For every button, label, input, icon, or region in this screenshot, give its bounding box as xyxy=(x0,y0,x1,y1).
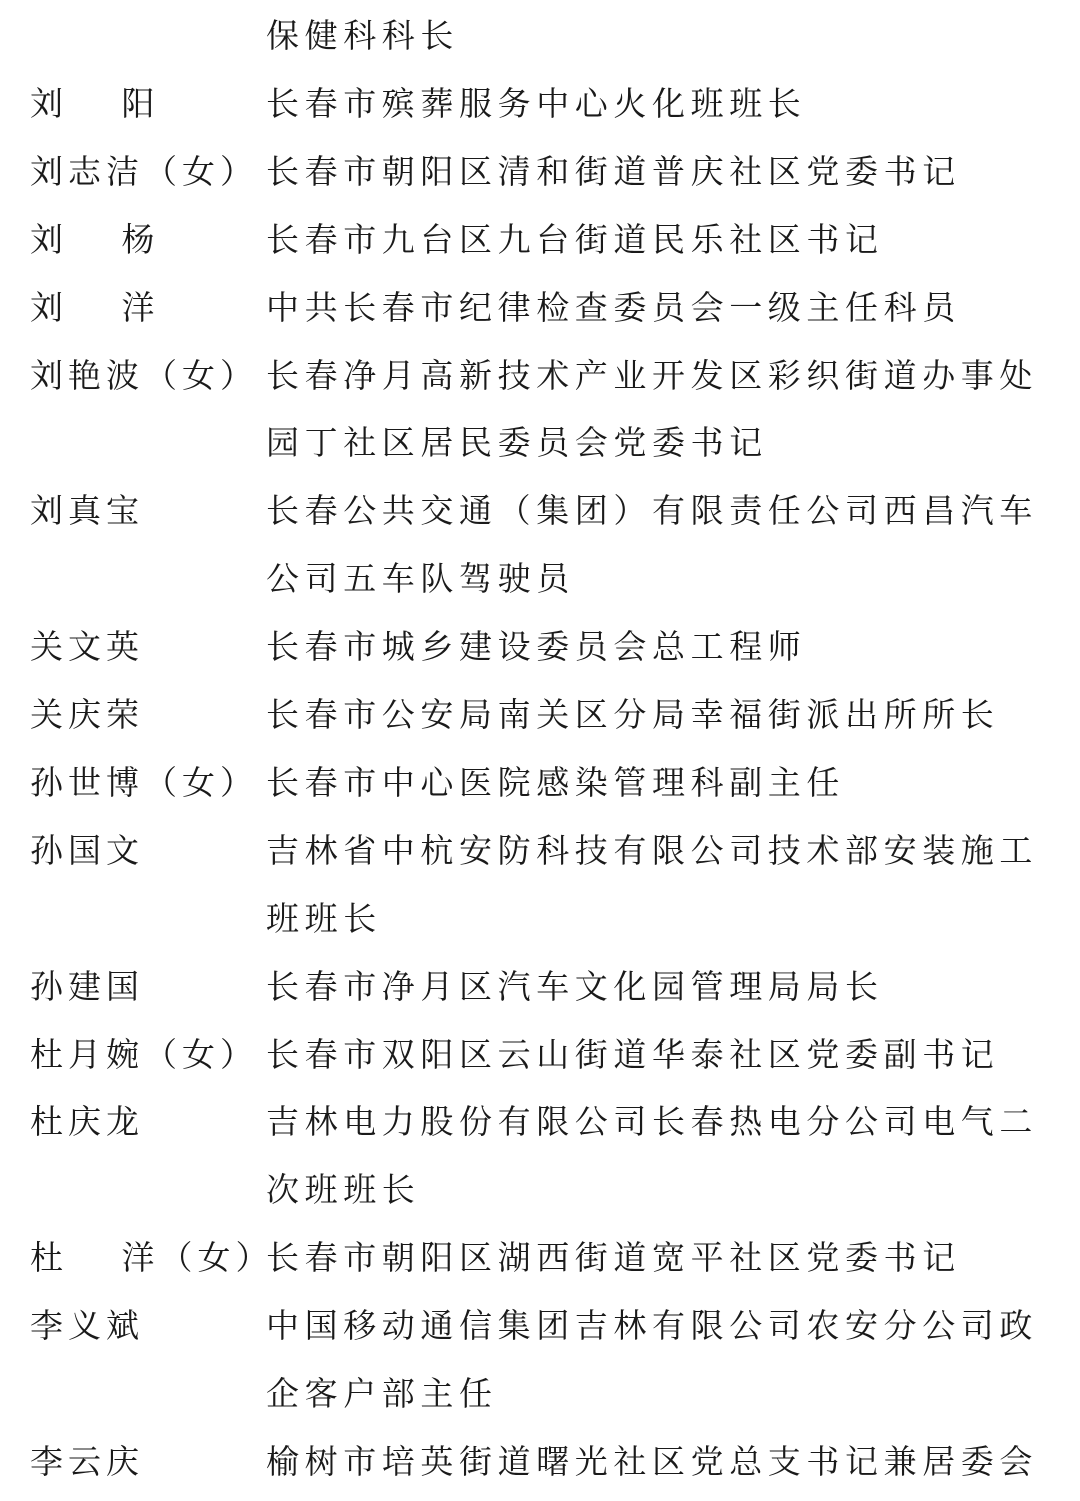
document-line xyxy=(0,206,1080,274)
document-line xyxy=(0,817,1080,885)
document-line xyxy=(0,885,1080,953)
position-title: 长春公共交通（集团）有限责任公司西昌汽车 xyxy=(266,491,1038,530)
person-name: 杜庆龙 xyxy=(30,1102,144,1141)
document-line xyxy=(0,477,1080,545)
document-line xyxy=(0,1156,1080,1224)
document-line xyxy=(0,1224,1080,1292)
position-title: 保健科科长 xyxy=(266,16,459,55)
position-title: 次班班长 xyxy=(266,1170,421,1209)
document-line xyxy=(0,545,1080,613)
document-line xyxy=(0,1428,1080,1496)
person-name: 刘 洋 xyxy=(30,288,160,327)
document-line xyxy=(0,138,1080,206)
position-title: 班班长 xyxy=(266,899,382,938)
person-name: 关庆荣 xyxy=(30,695,144,734)
document-line xyxy=(0,953,1080,1021)
position-title: 长春市中心医院感染管理科副主任 xyxy=(266,763,845,802)
person-name: 关文英 xyxy=(30,627,144,666)
position-title: 长春市双阳区云山街道华泰社区党委副书记 xyxy=(266,1035,1000,1074)
person-name: 李义斌 xyxy=(30,1306,144,1345)
person-name: 刘志洁（女） xyxy=(30,152,258,191)
position-title: 园丁社区居民委员会党委书记 xyxy=(266,423,768,462)
person-name: 杜月婉（女） xyxy=(30,1035,258,1074)
person-name: 李云庆 xyxy=(30,1442,144,1481)
document-line xyxy=(0,70,1080,138)
person-name: 孙世博（女） xyxy=(30,763,258,802)
document-line xyxy=(0,1292,1080,1360)
document-line xyxy=(0,681,1080,749)
document-line xyxy=(0,1021,1080,1089)
position-title: 长春市殡葬服务中心火化班班长 xyxy=(266,84,807,123)
position-title: 长春市朝阳区湖西街道宽平社区党委书记 xyxy=(266,1238,961,1277)
position-title: 长春市公安局南关区分局幸福街派出所所长 xyxy=(266,695,1000,734)
position-title: 榆树市培英街道曙光社区党总支书记兼居委会 xyxy=(266,1442,1038,1481)
document-line xyxy=(0,409,1080,477)
position-title: 中国移动通信集团吉林有限公司农安分公司政 xyxy=(266,1306,1038,1345)
person-name: 刘 阳 xyxy=(30,84,160,123)
document-line xyxy=(0,749,1080,817)
person-name: 刘真宝 xyxy=(30,491,144,530)
position-title: 长春市净月区汽车文化园管理局局长 xyxy=(266,967,884,1006)
document-line xyxy=(0,1088,1080,1156)
person-name: 刘艳波（女） xyxy=(30,356,258,395)
person-name: 杜 洋（女） xyxy=(30,1238,274,1277)
position-title: 中共长春市纪律检查委员会一级主任科员 xyxy=(266,288,961,327)
position-title: 企客户部主任 xyxy=(266,1374,498,1413)
person-name: 孙建国 xyxy=(30,967,144,1006)
document-line xyxy=(0,274,1080,342)
person-name: 孙国文 xyxy=(30,831,144,870)
position-title: 吉林省中杭安防科技有限公司技术部安装施工 xyxy=(266,831,1038,870)
position-title: 公司五车队驾驶员 xyxy=(266,559,575,598)
document-line xyxy=(0,613,1080,681)
position-title: 长春市九台区九台街道民乐社区书记 xyxy=(266,220,884,259)
document-line xyxy=(0,1360,1080,1428)
position-title: 长春市朝阳区清和街道普庆社区党委书记 xyxy=(266,152,961,191)
document-line xyxy=(0,342,1080,410)
position-title: 长春净月高新技术产业开发区彩织街道办事处 xyxy=(266,356,1038,395)
document-line xyxy=(0,2,1080,70)
position-title: 长春市城乡建设委员会总工程师 xyxy=(266,627,807,666)
person-name: 刘 杨 xyxy=(30,220,160,259)
position-title: 吉林电力股份有限公司长春热电分公司电气二 xyxy=(266,1102,1038,1141)
